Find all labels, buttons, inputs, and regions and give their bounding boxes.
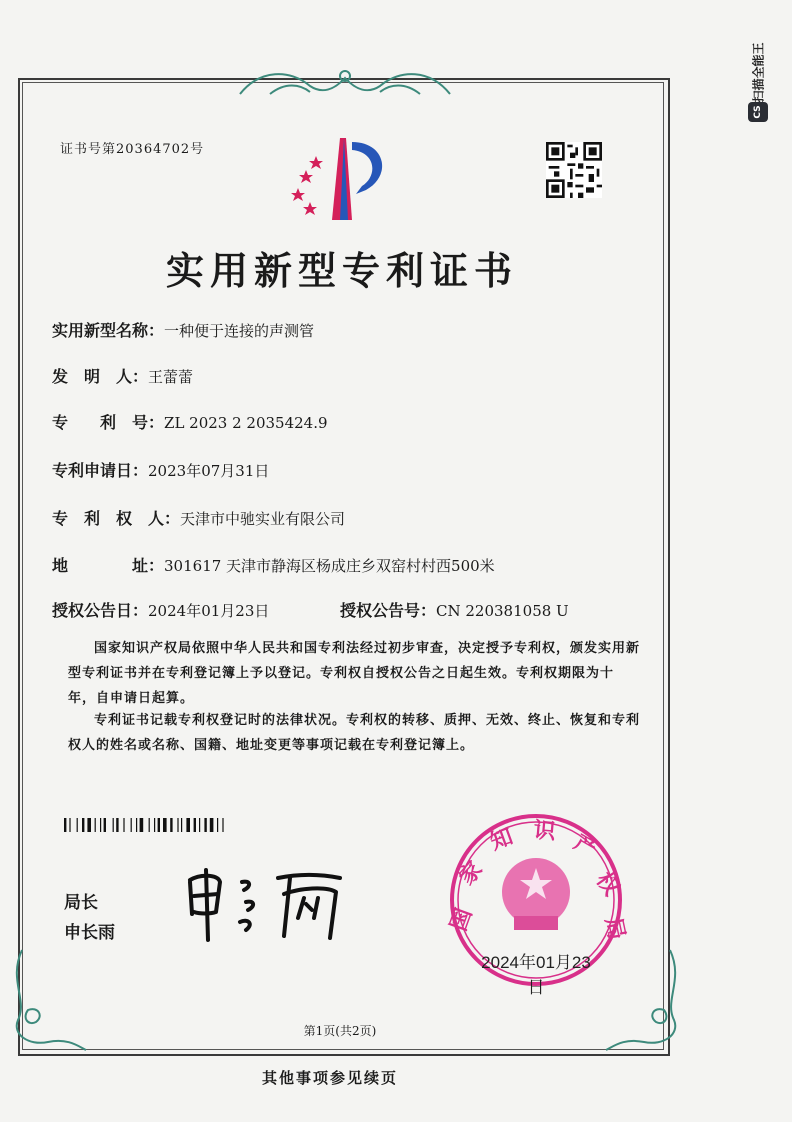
field-value: ZL 2023 2 2035424.9 (164, 414, 328, 432)
director-name: 申长雨 (64, 923, 115, 943)
certificate-number: 证书号第20364702号 (60, 142, 205, 157)
scanner-watermark (748, 14, 774, 119)
field-patentee (52, 506, 345, 529)
field-value: CN 220381058 U (436, 602, 569, 620)
field-value: 一种便于连接的声测管 (164, 322, 315, 340)
field-label: 发 明 人： (52, 367, 149, 386)
field-model-name (52, 318, 314, 341)
field-label: 授权公告日： (52, 601, 149, 620)
grant-statement: 国家知识产权局依照中华人民共和国专利法经过初步审查，决定授予专利权，颁发实用新型专利证书并在专利登记簿上予以登记。专利权自授权公告之日起生效。专利权期限为十年，自申请日起算。 (68, 641, 641, 706)
svg-text:家: 家 (453, 856, 488, 891)
top-ornament-icon (230, 64, 460, 104)
field-label: 专 利 权 人： (52, 509, 181, 528)
field-label: 实用新型名称： (52, 321, 165, 340)
svg-text:局: 局 (599, 915, 630, 943)
svg-text:国: 国 (445, 904, 478, 935)
field-application-date (52, 458, 269, 481)
field-grant-date (52, 598, 269, 621)
field-value: 301617 天津市静海区杨成庄乡双窑村村西500米 (164, 557, 495, 575)
field-value: 天津市中驰实业有限公司 (180, 510, 346, 528)
certificate-title: 实用新型专利证书 (165, 248, 518, 293)
scanner-brand: 扫描全能王 (751, 42, 766, 103)
svg-text:权: 权 (590, 867, 625, 901)
legal-status-statement: 专利证书记载专利权登记时的法律状况。专利权的转移、质押、无效、终止、恢复和专利权人的姓名或名称、国籍、地址变更等事项记载在专利登记簿上。 (68, 713, 641, 753)
scanner-logo-icon: CS (748, 102, 768, 122)
field-label: 授权公告号： (340, 601, 437, 620)
field-label: 地 址： (52, 556, 165, 575)
seal-date: 2024年01月23日 (481, 953, 591, 997)
director-signature-icon (180, 852, 360, 942)
field-patent-number (52, 410, 328, 433)
patent-emblem-icon (286, 130, 396, 226)
field-label: 专利申请日： (52, 461, 149, 480)
footer-note: 其他事项参见续页 (261, 1069, 398, 1087)
field-value: 王蕾蕾 (148, 368, 194, 386)
field-announcement-number (340, 598, 569, 621)
svg-text:产: 产 (569, 829, 602, 863)
field-value: 2024年01月23日 (148, 602, 270, 620)
field-label: 专 利 号： (52, 413, 165, 432)
svg-text:识: 识 (532, 817, 557, 845)
field-inventor (52, 364, 193, 387)
field-address (52, 553, 495, 576)
barcode-icon (64, 818, 264, 832)
svg-text:知: 知 (486, 823, 517, 856)
page-info: 第1页(共2页) (303, 1024, 377, 1038)
qr-code-icon (546, 142, 602, 198)
director-title: 局长 (64, 893, 98, 913)
field-value: 2023年07月31日 (148, 462, 270, 480)
